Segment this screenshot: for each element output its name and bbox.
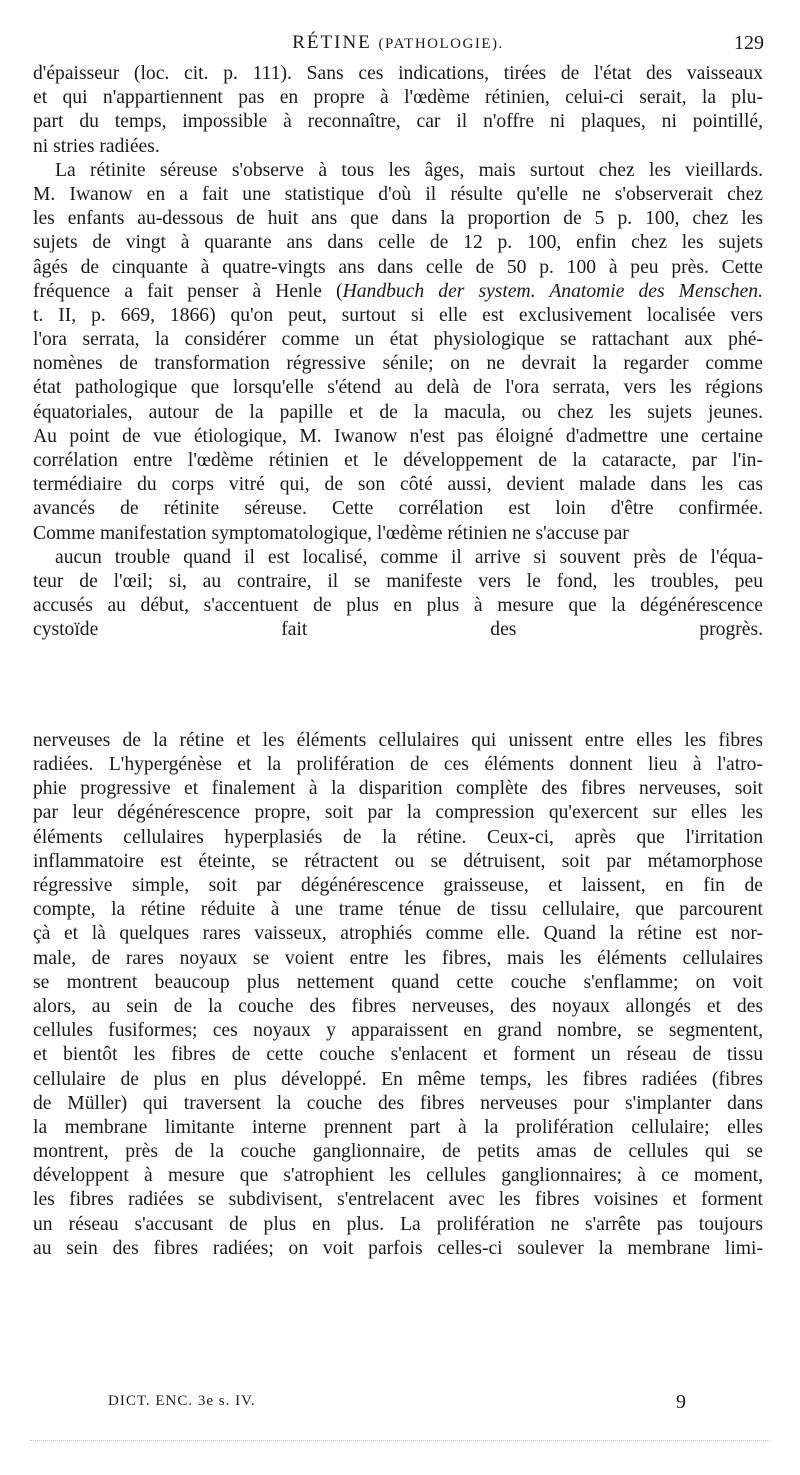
- header-title-sub: (PATHOLOGIE).: [378, 36, 504, 52]
- page-footer: [108, 1393, 708, 1417]
- text-line: cellulaire de plus en plus développé. En même temps, les fibres radiées (fibres: [33, 1068, 763, 1090]
- text-line: t. II, p. 669, 1866) qu'on peut, surtout si elle est exclusivement localisée vers: [33, 304, 763, 326]
- text-line: teur de l'œil; si, au contraire, il se manifeste vers le fond, les troubles, peu: [33, 570, 763, 592]
- text-line: compte, la rétine réduite à une trame ténue de tissu cellulaire, que parcourent: [33, 899, 763, 921]
- text-line: [33, 1358, 763, 1382]
- text-line: [33, 643, 763, 667]
- text-line: La rétinite séreuse s'observe à tous les âges, mais surtout chez les vieillards.: [55, 159, 763, 181]
- text-body: [33, 62, 763, 1406]
- text-line: cellules fusiformes; ces noyaux y apparaissent en grand nombre, se segmentent,: [33, 1020, 763, 1042]
- text-line: termédiaire du corps vitré qui, de son côté aussi, devient malade dans les cas: [33, 474, 763, 496]
- text-line: et qui n'appartiennent pas en propre à l'œdème rétinien, celui-ci serait, la plu-: [33, 87, 763, 109]
- cited-work: Handbuch der system. Anatomie des Menschen.: [342, 280, 763, 302]
- text-line: alors, au sein de la couche des fibres nerveuses, des noyaux allongés et des: [33, 995, 763, 1017]
- text-line: [33, 1261, 763, 1285]
- text-line: avancés de rétinite séreuse. Cette corrélation est loin d'être confirmée.: [33, 498, 763, 520]
- text-line: cystoïde fait des progrès.: [33, 619, 763, 641]
- text-line: les enfants au-dessous de huit ans que dans la proportion de 5 p. 100, chez les: [33, 208, 763, 230]
- scan-edge-dots: [30, 1440, 770, 1443]
- text-line: [33, 1334, 763, 1358]
- text-line: çà et là quelques rares vaisseux, atrophiés comme elle. Quand la rétine est nor-: [33, 923, 763, 945]
- text-line: corrélation entre l'œdème rétinien et le développement de la cataracte, par l'in-: [33, 450, 763, 471]
- text-line: aucun trouble quand il est localisé, comme il arrive si souvent près de l'équa-: [55, 546, 763, 568]
- text-line: Au point de vue étiologique, M. Iwanow n'est pas éloigné d'admettre une certaine: [33, 425, 763, 447]
- section-gap: [33, 667, 763, 705]
- text-line: nerveuses de la rétine et les éléments cellulaires qui unissent entre elles les fibres: [33, 729, 763, 751]
- running-header: [30, 32, 766, 58]
- text-line: d'épaisseur (loc. cit. p. 111). Sans ces indications, tirées de l'état des vaisseaux: [33, 63, 763, 84]
- text-line: au sein des fibres radiées; on voit parfois celles-ci soulever la membrane limi-: [33, 1237, 763, 1259]
- text-line: état pathologique que lorsqu'elle s'étend au delà de l'ora serrata, vers les régions: [33, 377, 763, 399]
- header-title-main: RÉTINE: [292, 32, 372, 53]
- signature-number: 9: [676, 1391, 687, 1413]
- line-start: fréquence a fait penser à Henle (: [33, 280, 343, 302]
- text-line: se montrent beaucoup plus nettement quand cette couche s'enflamme; on voit: [33, 971, 763, 993]
- text-line: par leur dégénérescence propre, soit par la compression qu'exercent sur elles les: [33, 802, 763, 824]
- text-line: radiées. L'hypergénèse et la prolifération de ces éléments donnent lieu à l'atro-: [33, 754, 763, 776]
- text-line: l'ora serrata, la considérer comme un état physiologique se rattachant aux phé-: [33, 329, 763, 351]
- text-line: [33, 1309, 763, 1333]
- text-line: un réseau s'accusant de plus en plus. La prolifération ne s'arrête pas toujours: [33, 1213, 763, 1235]
- page-number: 129: [734, 32, 764, 54]
- text-line: équatoriales, autour de la papille et de la macula, ou chez les sujets jeunes.: [33, 401, 763, 423]
- text-line: [33, 1285, 763, 1309]
- signature-mark: DICT. ENC. 3e s. IV.: [108, 1393, 256, 1409]
- text-line: éléments cellulaires hyperplasiés de la rétine. Ceux-ci, après que l'irritation: [33, 826, 763, 848]
- text-line: nomènes de transformation régressive sénile; on ne devrait la regarder comme: [33, 353, 763, 375]
- text-line: accusés au début, s'accentuent de plus en plus à mesure que la dégénérescence: [33, 595, 763, 617]
- text-line: montrent, près de la couche ganglionnaire, de petits amas de cellules qui se: [33, 1141, 763, 1163]
- text-line: âgés de cinquante à quatre-vingts ans dans celle de 50 p. 100 à peu près. Cette: [33, 256, 763, 278]
- text-line: [33, 705, 763, 729]
- header-title: [30, 32, 766, 54]
- text-line: male, de rares noyaux se voient entre les fibres, mais les éléments cellulaires: [33, 947, 763, 969]
- text-line: [33, 280, 763, 304]
- text-line: M. Iwanow en a fait une statistique d'où il résulte qu'elle ne s'observerait chez: [33, 183, 763, 205]
- text-line: phie progressive et finalement à la disparition complète des fibres nerveuses, soit: [33, 778, 763, 800]
- text-line: de Müller) qui traversent la couche des fibres nerveuses pour s'implanter dans: [33, 1092, 763, 1114]
- text-line: Comme manifestation symptomatologique, l'œdème rétinien ne s'accuse par: [33, 522, 629, 544]
- text-line: la membrane limitante interne prennent part à la prolifération cellulaire; elles: [33, 1116, 763, 1138]
- text-line: part du temps, impossible à reconnaître, car il n'offre ni plaques, ni pointillé,: [33, 111, 763, 133]
- text-line: inflammatoire est éteinte, se rétractent ou se détruisent, soit par métamorphose: [33, 850, 763, 872]
- text-line: sujets de vingt à quarante ans dans celle de 12 p. 100, enfin chez les sujets: [33, 232, 763, 254]
- text-line: régressive simple, soit par dégénérescence graisseuse, et laissent, en fin de: [33, 875, 763, 896]
- text-line: les fibres radiées se subdivisent, s'entrelacent avec les fibres voisines et forment: [33, 1189, 763, 1211]
- text-line: ni stries radiées.: [33, 135, 160, 157]
- text-line: développent à mesure que s'atrophient les cellules ganglionnaires; à ce moment,: [33, 1165, 763, 1187]
- text-line: et bientôt les fibres de cette couche s'enlacent et forment un réseau de tissu: [33, 1044, 763, 1066]
